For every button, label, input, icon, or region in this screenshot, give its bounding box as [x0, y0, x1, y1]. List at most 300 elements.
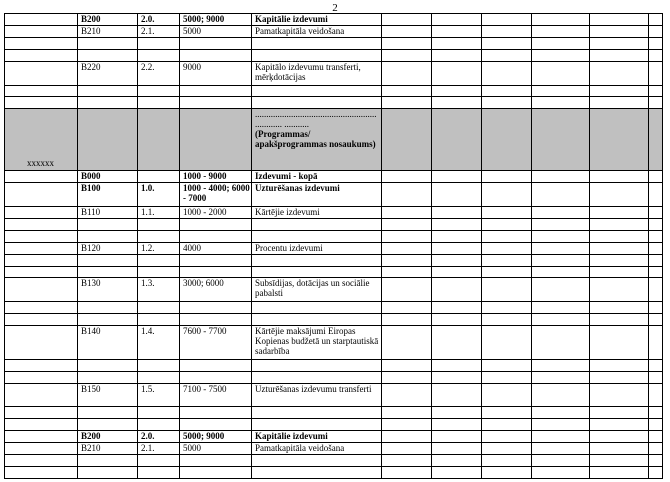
- table-cell: [432, 326, 482, 360]
- table-cell: [432, 25, 482, 37]
- table-cell: [482, 407, 532, 419]
- budget-row: [5, 383, 663, 407]
- table-cell: [590, 455, 649, 467]
- table-cell: [649, 371, 663, 383]
- blank-row: [5, 314, 663, 326]
- table-cell: [432, 242, 482, 254]
- budget-row: [5, 61, 663, 85]
- table-cell: [590, 242, 649, 254]
- table-cell: [532, 443, 590, 455]
- table-cell: [5, 455, 78, 467]
- table-cell: [590, 467, 649, 479]
- table-cell: [78, 455, 138, 467]
- table-cell: [78, 419, 138, 431]
- table-cell: [590, 419, 649, 431]
- table-cell: [532, 314, 590, 326]
- table-cell: [590, 302, 649, 314]
- table-cell: [590, 314, 649, 326]
- table-cell: [382, 467, 432, 479]
- programme-code: xxxxxx: [5, 109, 78, 171]
- row-ekk-range: 5000: [180, 25, 252, 37]
- blank-row: [5, 97, 663, 109]
- table-cell: [590, 371, 649, 383]
- row-number: 2.2.: [138, 61, 180, 85]
- budget-row: [5, 171, 663, 183]
- table-cell: [382, 371, 432, 383]
- table-cell: [482, 25, 532, 37]
- table-cell: [432, 206, 482, 218]
- table-cell: [382, 326, 432, 360]
- row-item-name: Kapitālie izdevumi: [252, 14, 382, 26]
- row-number: 1.3.: [138, 278, 180, 302]
- programme-name-cell: [252, 109, 382, 171]
- table-cell: [532, 455, 590, 467]
- row-item-name: Procentu izdevumi: [252, 242, 382, 254]
- table-cell: [432, 302, 482, 314]
- row-code: B200: [78, 14, 138, 26]
- table-cell: [649, 419, 663, 431]
- row-number: 1.0.: [138, 183, 180, 207]
- row-number: 2.1.: [138, 25, 180, 37]
- table-cell: [138, 109, 180, 171]
- row-ekk-range: 3000; 6000: [180, 278, 252, 302]
- table-cell: [180, 230, 252, 242]
- table-cell: [532, 218, 590, 230]
- table-cell: [432, 85, 482, 97]
- table-cell: [5, 97, 78, 109]
- row-number: 1.5.: [138, 383, 180, 407]
- table-cell: [5, 443, 78, 455]
- table-cell: [5, 371, 78, 383]
- table-cell: [432, 431, 482, 443]
- blank-row: [5, 419, 663, 431]
- table-cell: [649, 407, 663, 419]
- table-cell: [532, 407, 590, 419]
- table-cell: [432, 266, 482, 278]
- table-cell: [382, 431, 432, 443]
- table-cell: [382, 302, 432, 314]
- table-cell: [432, 278, 482, 302]
- table-cell: [78, 266, 138, 278]
- page-number: 2: [332, 2, 338, 14]
- table-cell: [432, 443, 482, 455]
- table-cell: [5, 14, 78, 26]
- table-cell: [78, 109, 138, 171]
- table-cell: [649, 109, 663, 171]
- budget-row: [5, 25, 663, 37]
- table-cell: [78, 218, 138, 230]
- programme-dots-2: ............ ...........: [255, 119, 309, 130]
- row-code: B130: [78, 278, 138, 302]
- table-cell: [5, 206, 78, 218]
- table-cell: [482, 49, 532, 61]
- table-cell: [482, 183, 532, 207]
- table-cell: [482, 171, 532, 183]
- table-cell: [180, 97, 252, 109]
- table-cell: [78, 467, 138, 479]
- row-number: 2.0.: [138, 431, 180, 443]
- table-cell: [382, 455, 432, 467]
- table-cell: [532, 371, 590, 383]
- table-cell: [180, 371, 252, 383]
- row-item-name: Uzturēšanas izdevumu transferti: [252, 383, 382, 407]
- table-cell: [649, 443, 663, 455]
- table-cell: [532, 37, 590, 49]
- table-cell: [138, 314, 180, 326]
- table-cell: [180, 302, 252, 314]
- table-cell: [532, 302, 590, 314]
- table-cell: [432, 467, 482, 479]
- table-cell: [649, 242, 663, 254]
- row-code: B000: [78, 171, 138, 183]
- table-cell: [432, 419, 482, 431]
- table-cell: [382, 218, 432, 230]
- table-cell: [382, 61, 432, 85]
- table-cell: [432, 61, 482, 85]
- table-cell: [382, 419, 432, 431]
- row-item-name: Izdevumi - kopā: [252, 171, 382, 183]
- table-cell: [5, 85, 78, 97]
- blank-row: [5, 254, 663, 266]
- row-ekk-range: 7100 - 7500: [180, 383, 252, 407]
- blank-row: [5, 37, 663, 49]
- table-cell: [252, 49, 382, 61]
- table-cell: [532, 419, 590, 431]
- table-cell: [5, 314, 78, 326]
- table-cell: [382, 254, 432, 266]
- table-cell: [180, 314, 252, 326]
- table-cell: [382, 85, 432, 97]
- table-cell: [649, 49, 663, 61]
- table-cell: [432, 383, 482, 407]
- budget-row: [5, 326, 663, 360]
- table-cell: [78, 49, 138, 61]
- table-cell: [482, 218, 532, 230]
- table-cell: [590, 109, 649, 171]
- table-cell: [532, 171, 590, 183]
- table-cell: [532, 254, 590, 266]
- blank-row: [5, 85, 663, 97]
- table-cell: [138, 254, 180, 266]
- table-cell: [5, 419, 78, 431]
- blank-row: [5, 266, 663, 278]
- table-cell: [649, 14, 663, 26]
- row-ekk-range: 1000 - 4000; 6000 - 7000: [180, 183, 252, 207]
- table-cell: [482, 61, 532, 85]
- row-code: B210: [78, 25, 138, 37]
- table-cell: [382, 97, 432, 109]
- budget-row: [5, 206, 663, 218]
- table-cell: [482, 371, 532, 383]
- table-cell: [252, 467, 382, 479]
- table-cell: [252, 371, 382, 383]
- budget-row: [5, 431, 663, 443]
- row-code: B100: [78, 183, 138, 207]
- table-cell: [590, 171, 649, 183]
- row-code: B210: [78, 443, 138, 455]
- table-cell: [649, 254, 663, 266]
- table-cell: [78, 85, 138, 97]
- table-cell: [5, 25, 78, 37]
- table-cell: [180, 85, 252, 97]
- table-cell: [532, 359, 590, 371]
- table-cell: [180, 254, 252, 266]
- table-cell: [382, 443, 432, 455]
- table-cell: [382, 359, 432, 371]
- row-ekk-range: 9000: [180, 61, 252, 85]
- table-cell: [432, 49, 482, 61]
- blank-row: [5, 359, 663, 371]
- table-cell: [138, 218, 180, 230]
- row-ekk-range: 7600 - 7700: [180, 326, 252, 360]
- table-cell: [649, 431, 663, 443]
- table-cell: [5, 254, 78, 266]
- table-cell: [432, 37, 482, 49]
- table-cell: [432, 371, 482, 383]
- table-cell: [432, 218, 482, 230]
- table-cell: [382, 383, 432, 407]
- table-cell: [78, 302, 138, 314]
- table-cell: [482, 266, 532, 278]
- table-cell: [5, 242, 78, 254]
- blank-row: [5, 230, 663, 242]
- table-cell: [532, 383, 590, 407]
- table-cell: [532, 206, 590, 218]
- table-cell: [382, 49, 432, 61]
- row-code: B220: [78, 61, 138, 85]
- row-ekk-range: 5000; 9000: [180, 431, 252, 443]
- table-cell: [482, 326, 532, 360]
- table-cell: [482, 302, 532, 314]
- table-cell: [180, 419, 252, 431]
- table-cell: [180, 218, 252, 230]
- table-cell: [649, 230, 663, 242]
- table-cell: [649, 359, 663, 371]
- table-cell: [138, 230, 180, 242]
- table-cell: [78, 97, 138, 109]
- table-cell: [590, 254, 649, 266]
- table-cell: [180, 109, 252, 171]
- budget-row: [5, 242, 663, 254]
- table-cell: [649, 326, 663, 360]
- table-cell: [252, 230, 382, 242]
- table-cell: [5, 383, 78, 407]
- table-cell: [252, 359, 382, 371]
- table-cell: [532, 183, 590, 207]
- table-cell: [532, 109, 590, 171]
- table-cell: [78, 371, 138, 383]
- table-cell: [5, 326, 78, 360]
- table-cell: [649, 314, 663, 326]
- row-ekk-range: 4000: [180, 242, 252, 254]
- table-cell: [78, 314, 138, 326]
- table-cell: [382, 206, 432, 218]
- table-cell: [180, 49, 252, 61]
- table-cell: [138, 37, 180, 49]
- table-cell: [432, 314, 482, 326]
- row-code: B140: [78, 326, 138, 360]
- table-cell: [482, 206, 532, 218]
- table-cell: [432, 171, 482, 183]
- table-cell: [482, 242, 532, 254]
- table-cell: [649, 302, 663, 314]
- row-item-name: Kapitālie izdevumi: [252, 431, 382, 443]
- table-cell: [138, 266, 180, 278]
- table-cell: [5, 171, 78, 183]
- table-cell: [482, 359, 532, 371]
- table-cell: [138, 419, 180, 431]
- table-cell: [180, 37, 252, 49]
- blank-row: [5, 407, 663, 419]
- row-number: 1.2.: [138, 242, 180, 254]
- programme-label: (Programmas/ apakšprogrammas nosaukums): [255, 129, 376, 150]
- table-cell: [138, 407, 180, 419]
- table-cell: [590, 49, 649, 61]
- table-cell: [532, 278, 590, 302]
- table-cell: [180, 467, 252, 479]
- table-cell: [482, 109, 532, 171]
- table-cell: [649, 218, 663, 230]
- table-cell: [482, 230, 532, 242]
- table-cell: [5, 278, 78, 302]
- table-cell: [5, 230, 78, 242]
- table-cell: [5, 183, 78, 207]
- blank-row: [5, 49, 663, 61]
- table-cell: [590, 266, 649, 278]
- table-cell: [649, 61, 663, 85]
- table-cell: [590, 443, 649, 455]
- table-cell: [5, 61, 78, 85]
- table-cell: [382, 14, 432, 26]
- table-cell: [180, 266, 252, 278]
- table-cell: [532, 326, 590, 360]
- table-cell: [482, 443, 532, 455]
- table-cell: [252, 254, 382, 266]
- table-cell: [382, 230, 432, 242]
- table-cell: [5, 431, 78, 443]
- row-number: 2.1.: [138, 443, 180, 455]
- table-cell: [382, 25, 432, 37]
- table-cell: [382, 278, 432, 302]
- table-cell: [252, 407, 382, 419]
- table-cell: [252, 37, 382, 49]
- table-cell: [5, 302, 78, 314]
- table-cell: [138, 302, 180, 314]
- table-cell: [590, 14, 649, 26]
- table-cell: [590, 37, 649, 49]
- table-cell: [5, 407, 78, 419]
- row-item-name: Kārtējie izdevumi: [252, 206, 382, 218]
- table-cell: [432, 97, 482, 109]
- row-code: B150: [78, 383, 138, 407]
- table-cell: [180, 455, 252, 467]
- row-ekk-range: 1000 - 9000: [180, 171, 252, 183]
- table-cell: [649, 183, 663, 207]
- blank-row: [5, 302, 663, 314]
- table-cell: [382, 171, 432, 183]
- table-cell: [590, 97, 649, 109]
- table-cell: [649, 37, 663, 49]
- blank-row: [5, 455, 663, 467]
- table-cell: [649, 206, 663, 218]
- table-cell: [252, 85, 382, 97]
- programme-dots-1: ......................................................: [255, 109, 377, 120]
- table-cell: [590, 85, 649, 97]
- row-item-name: Pamatkapitāla veidošana: [252, 25, 382, 37]
- table-cell: [382, 407, 432, 419]
- table-cell: [432, 359, 482, 371]
- table-cell: [532, 61, 590, 85]
- row-ekk-range: 5000: [180, 443, 252, 455]
- table-cell: [590, 183, 649, 207]
- row-code: B110: [78, 206, 138, 218]
- table-cell: [138, 97, 180, 109]
- table-cell: [382, 266, 432, 278]
- table-cell: [532, 230, 590, 242]
- table-cell: [432, 455, 482, 467]
- table-cell: [78, 230, 138, 242]
- table-cell: [5, 37, 78, 49]
- table-cell: [590, 407, 649, 419]
- blank-row: [5, 467, 663, 479]
- table-cell: [78, 37, 138, 49]
- table-cell: [590, 359, 649, 371]
- row-number: 1.4.: [138, 326, 180, 360]
- table-cell: [649, 383, 663, 407]
- table-cell: [138, 467, 180, 479]
- table-cell: [532, 97, 590, 109]
- table-cell: [180, 407, 252, 419]
- table-cell: [138, 85, 180, 97]
- table-cell: [252, 302, 382, 314]
- table-cell: [432, 183, 482, 207]
- table-cell: [382, 109, 432, 171]
- table-cell: [252, 266, 382, 278]
- table-cell: [482, 278, 532, 302]
- row-item-name: Kārtējie maksājumi Eiropas Kopienas budžetā un starptautiskā sadarbība: [252, 326, 382, 360]
- table-cell: [649, 467, 663, 479]
- table-cell: [590, 206, 649, 218]
- budget-table: [4, 13, 663, 479]
- table-cell: [382, 314, 432, 326]
- table-cell: [532, 14, 590, 26]
- row-number: 2.0.: [138, 14, 180, 26]
- table-cell: [482, 97, 532, 109]
- table-cell: [590, 326, 649, 360]
- table-cell: [649, 171, 663, 183]
- budget-row: [5, 278, 663, 302]
- table-cell: [78, 254, 138, 266]
- table-cell: [590, 278, 649, 302]
- table-cell: [138, 455, 180, 467]
- table-cell: [180, 359, 252, 371]
- table-cell: [138, 359, 180, 371]
- table-cell: [482, 314, 532, 326]
- table-cell: [532, 431, 590, 443]
- table-cell: [590, 383, 649, 407]
- table-cell: [649, 25, 663, 37]
- table-cell: [482, 431, 532, 443]
- budget-row: [5, 14, 663, 26]
- blank-row: [5, 218, 663, 230]
- table-cell: [532, 25, 590, 37]
- table-cell: [482, 254, 532, 266]
- table-cell: [252, 218, 382, 230]
- table-cell: [590, 230, 649, 242]
- table-cell: [590, 431, 649, 443]
- table-cell: [649, 85, 663, 97]
- table-cell: [138, 371, 180, 383]
